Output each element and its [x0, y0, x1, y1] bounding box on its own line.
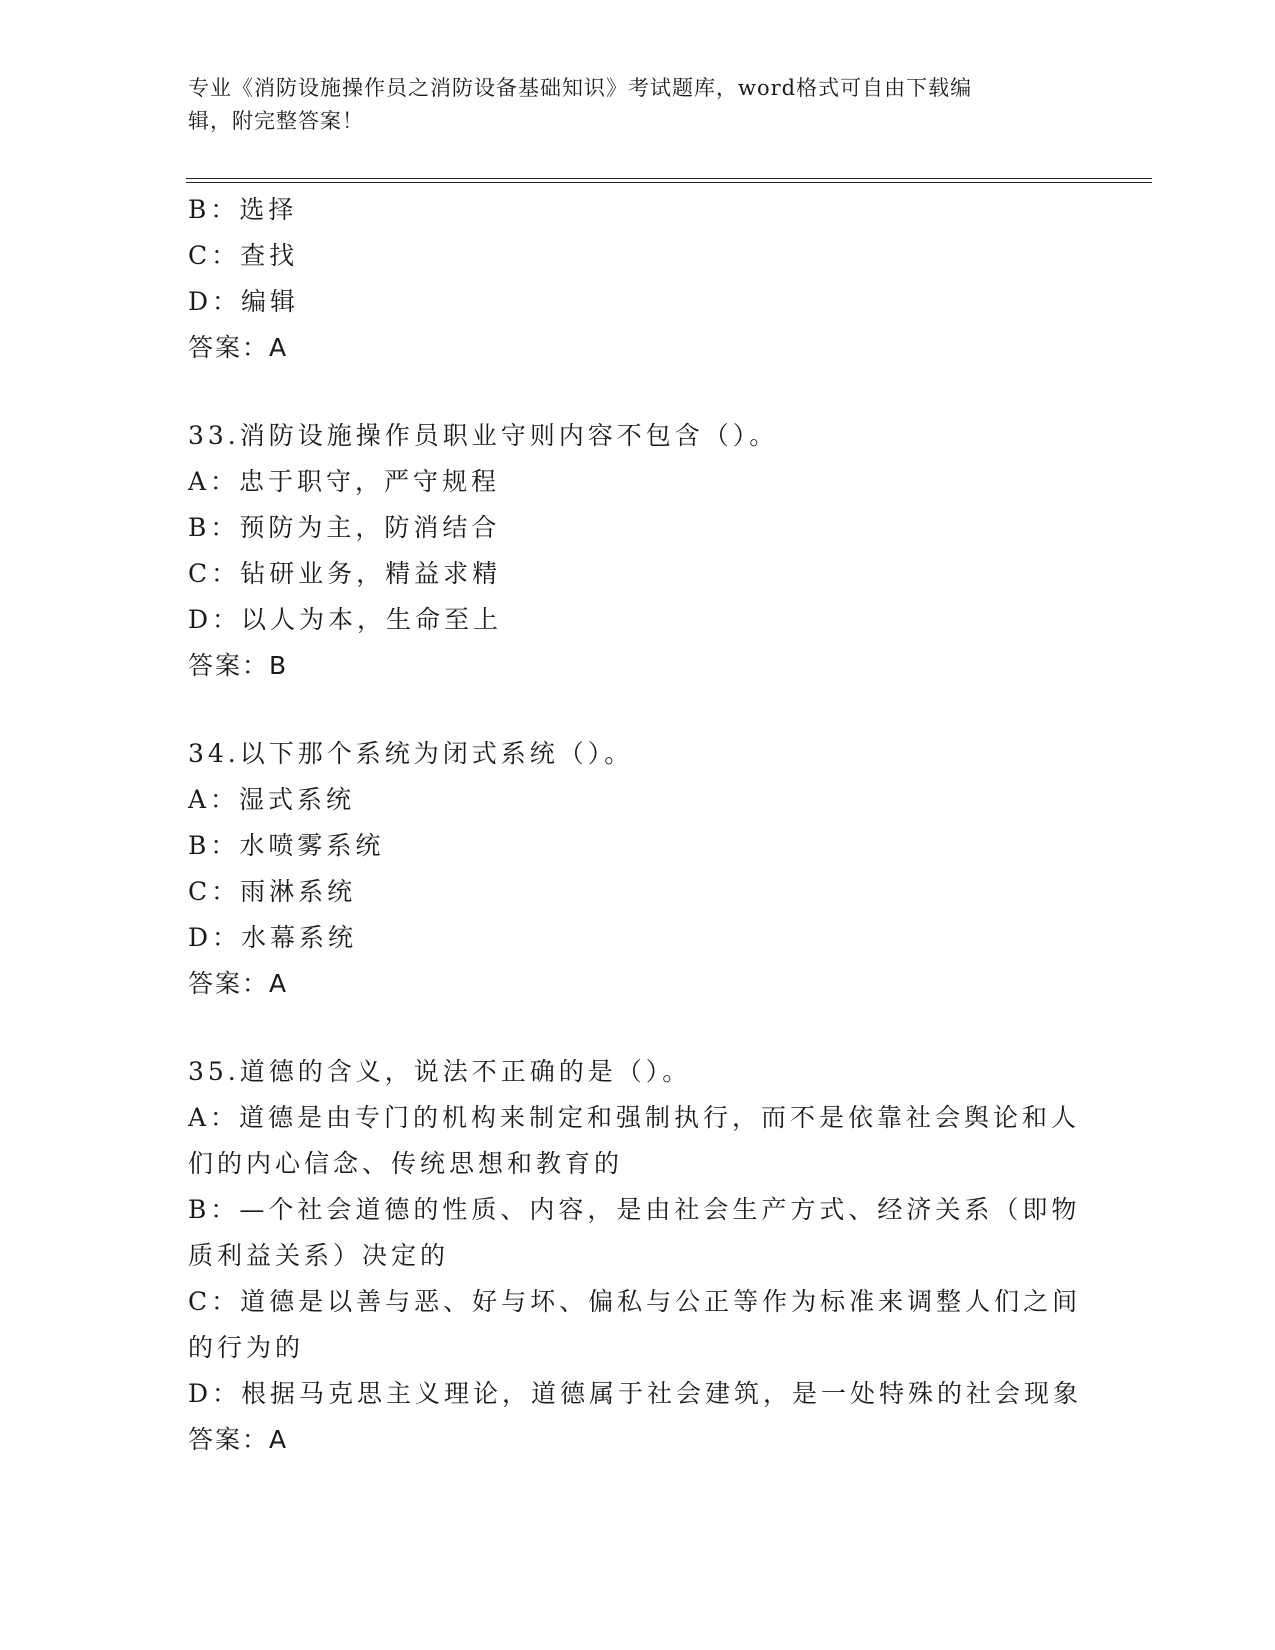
- option-b: B：—个社会道德的性质、内容，是由社会生产方式、经济关系（即物: [188, 1195, 1081, 1224]
- question-stem: 35.道德的含义，说法不正确的是（）。: [188, 1057, 692, 1086]
- header-line-1: 专业《消防设施操作员之消防设备基础知识》考试题库，word格式可自由下载编: [188, 76, 973, 100]
- option-a: A：湿式系统: [188, 785, 356, 814]
- header-line-2: 辑，附完整答案！: [188, 109, 364, 133]
- answer-line: 答案：A: [188, 333, 289, 362]
- question-stem: 33.消防设施操作员职业守则内容不包含（）。: [188, 421, 779, 450]
- question-block-32: [188, 187, 1088, 371]
- option-a: A：道德是由专门的机构来制定和强制执行，而不是依靠社会舆论和人: [188, 1103, 1081, 1132]
- option-b-continued: 质利益关系）决定的: [188, 1241, 450, 1270]
- option-c: C：查找: [188, 241, 299, 270]
- option-c-continued: 的行为的: [188, 1333, 305, 1362]
- answer-line: 答案：A: [188, 1425, 289, 1454]
- spacer: [188, 1007, 1088, 1049]
- option-c: C：钻研业务，精益求精: [188, 559, 502, 588]
- document-header: [188, 72, 1068, 138]
- question-stem: 34.以下那个系统为闭式系统（）。: [188, 739, 634, 768]
- option-d: D：编辑: [188, 287, 300, 316]
- option-d: D：以人为本，生命至上: [188, 605, 503, 634]
- header-divider-top: [186, 178, 1152, 179]
- option-a: A：忠于职守，严守规程: [188, 467, 501, 496]
- option-c: C：雨淋系统: [188, 877, 357, 906]
- answer-line: 答案：B: [188, 651, 289, 680]
- option-b: B：预防为主，防消结合: [188, 513, 501, 542]
- question-block-35: [188, 1049, 1088, 1463]
- question-block-33: [188, 413, 1088, 689]
- option-c: C：道德是以善与恶、好与坏、偏私与公正等作为标准来调整人们之间: [188, 1287, 1082, 1316]
- header-divider-bottom: [186, 182, 1152, 183]
- question-list: [188, 187, 1088, 1463]
- option-d: D：根据马克思主义理论，道德属于社会建筑，是一处特殊的社会现象: [188, 1379, 1083, 1408]
- option-b: B：选择: [188, 195, 298, 224]
- spacer: [188, 689, 1088, 731]
- option-d: D：水幕系统: [188, 923, 358, 952]
- answer-line: 答案：A: [188, 969, 289, 998]
- option-b: B：水喷雾系统: [188, 831, 385, 860]
- spacer: [188, 371, 1088, 413]
- question-block-34: [188, 731, 1088, 1007]
- option-a-continued: 们的内心信念、传统思想和教育的: [188, 1149, 624, 1178]
